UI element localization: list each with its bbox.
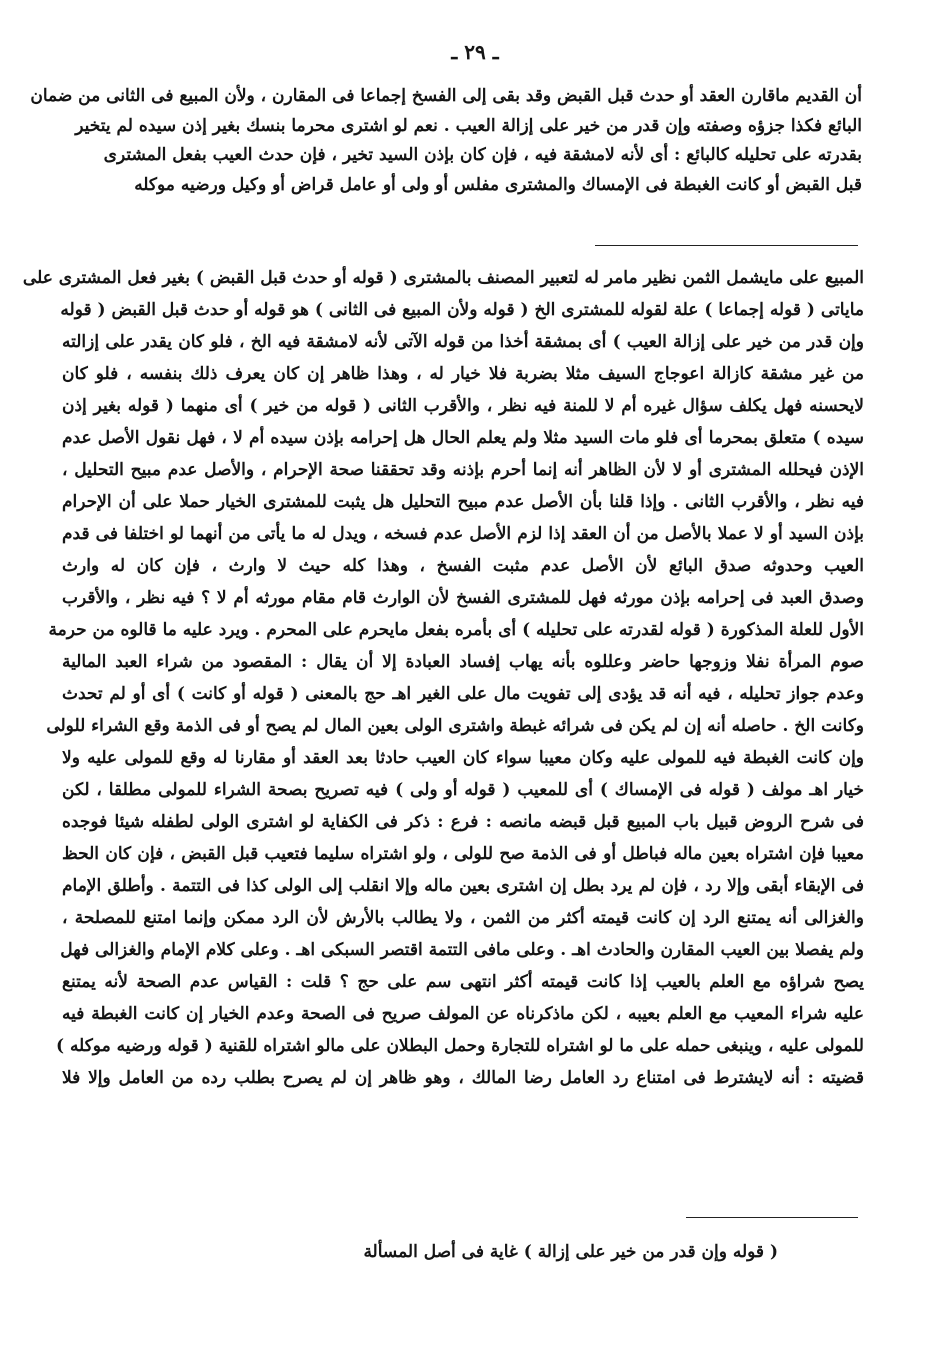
commentary-line: بإذن السيد أو لا عملا بالأصل من أن العقد إذا لزم الأصل عدم فسخه ، ويدل له ما يأتى من أنهما لو اختلفا فى قدم — [62, 524, 864, 544]
commentary-line: وصدق العبد فى إحرامه بإذن مورثه فهل للمشترى الفسخ لأن الوارث قام مقام مورثه أم لا ؟ فيه نظر ، والأقرب — [62, 588, 864, 608]
commentary-line: يصح شراؤه مع العلم بالعيب إذا كانت قيمته أكثر انتهى سم على حج ؟ قلت : القياس عدم الصحة لأنه يمتنع — [62, 972, 864, 992]
commentary-line: وإن كانت الغبطة فيه للمولى عليه وكان معيبا سواء كان العيب حادثا بعد العقد أو مقارنا له وقع للمولى عليه ولا — [62, 748, 864, 768]
main-text-line: بقدرته على تحليله كالبائع : أى لأنه لامشقة فيه ، فإن كان بإذن السيد تخير ، فإن حدث العيب بفعل المشترى — [103, 145, 862, 165]
commentary-line: صوم المرأة نفلا وزوجها حاضر وعللوه بأنه يهاب إفساد العبادة إلا أن يقال : المقصود من شراء العبد المالية — [62, 652, 864, 672]
commentary-line: ماياتى ( قوله إجماعا ) علة لقوله للمشترى الخ ( قوله ولأن المبيع فى الثانى ) هو قوله أو حدث قبل القبض ( قوله — [60, 300, 864, 320]
page-number: ـ ٢٩ ـ — [451, 40, 499, 64]
commentary-line: للمولى عليه ، وينبغى حمله على ما لو اشتراه للتجارة وحمل البطلان على مالو اشتراه للقنية ( قوله ورضيه موكله ) — [55, 1036, 864, 1056]
commentary-line: قضيته : أنه لايشترط فى امتناع رد العامل رضا المالك ، وهو ظاهر إن لم يصرح بطلب رده من العامل وإلا فلا — [62, 1068, 864, 1088]
commentary-line: وإن قدر من خير على إزالة العيب ) أى بمشقة أخذا من قوله الآتى لأنه لامشقة فيه الخ ، فلو كان يقدر على إزالته — [62, 332, 864, 352]
main-text-line: البائع فكذا جزؤه وصفته وإن قدر من خير على إزالة العيب . نعم لو اشترى محرما بنسك بغير إذن سيده لم يتخير — [75, 115, 862, 136]
commentary-line: معيبا فإن اشتراه بعين ماله فباطل أو فى الذمة صح للولى ، ولو اشتراه سليما فتعيب قبل القبض ، فإن كان الحظ — [62, 844, 864, 864]
commentary-line: فيه نظر ، والأقرب الثانى . وإذا قلنا بأن الأصل عدم مبيح التحليل هل يثبت للمشترى الخيار حملا على أن الإحرام — [62, 492, 864, 512]
commentary-line: والغزالى أنه يمتنع الرد إن كانت قيمته أكثر من الثمن ، ولا يطالب بالأرش لأن الرد ممكن وإنما امتنع للمصلحة ، — [62, 908, 864, 928]
commentary-line: لايحسنه فهل يكلف سؤال غيره أم لا للمنة فيه نظر ، والأقرب الثانى ( قوله من خير ) أى منهما ( قوله بغير إذن — [62, 396, 864, 416]
separator-rule — [595, 245, 858, 246]
commentary-line: عليه شراء المعيب مع العلم بعيبه ، لكن ماذكرناه عن المولف صريح فى الصحة وعدم الخيار إن كانت الغبطة فيه — [62, 1004, 864, 1024]
footnote-line: ( قوله وإن قدر من خير على إزالة ) غاية فى أصل المسألة — [363, 1242, 778, 1262]
commentary-line: المبيع على مايشمل الثمن نظير مامر له لتعبير المصنف بالمشترى ( قوله أو حدث قبل القبض ) بغير فعل المشترى على — [22, 268, 864, 288]
commentary-text — [22, 262, 865, 1094]
commentary-line: وعدم جواز تحليله ، فيه أنه قد يؤدى إلى تفويت مال على الغير اهـ حج بالمعنى ( قوله أو كانت ) أى أو لم تحدث — [62, 684, 864, 704]
commentary-line: وكانت الخ . حاصله أنه إن لم يكن فى شرائه غبطة واشترى الولى بعين المال لم يصح أو فى الذمة وقع الشراء للولى — [46, 716, 864, 736]
main-text-line: أن القديم ماقارن العقد أو حدث قبل القبض وقد بقى إلى الفسخ إجماعا فى المقارن ، ولأن المبيع فى الثانى من ضمان — [30, 86, 862, 106]
commentary-line: فى شرح الروض قبيل باب المبيع قبل قبضه مانصه : فرع : ذكر فى الكفاية لو اشترى الولى لطفله شيئا فوجده — [62, 812, 864, 832]
main-text-line: قبل القبض أو كانت الغبطة فى الإمساك والمشترى مفلس أو ولى أو عامل قراض أو وكيل ورضيه موكله — [134, 174, 862, 195]
commentary-line: العيب وحدوثه صدق البائع لأن الأصل عدم مثبت الفسخ ، وهذا كله حيث لا وارث ، فإن كان له وارث — [62, 556, 864, 576]
commentary-line: الإذن فيحلله المشترى أو لا لأن الظاهر أنه إنما أحرم بإذنه وقد تحققنا صحة الإحرام ، والأصل عدم مبيح التحليل ، — [62, 460, 864, 480]
commentary-line: سيده ) متعلق بمحرما أى فلو مات السيد مثلا ولم يعلم الحال هل إحرامه بإذن سيده أم لا ، فهل نقول الأصل عدم — [62, 428, 864, 448]
main-text — [30, 82, 862, 200]
footnote — [130, 1236, 778, 1268]
footnote-rule — [686, 1217, 858, 1218]
commentary-line: خيار اهـ مولف ( قوله فى الإمساك ) أى للمعيب ( قوله أو ولى ) فيه تصريح بصحة الشراء للمولى مطلقا ، لكن — [62, 780, 864, 800]
commentary-line: الأول للعلة المذكورة ( قوله لقدرته على تحليله ) أى بأمره بفعل مايحرم على المحرم . ويرد عليه ما قالوه من حرمة — [48, 620, 864, 640]
commentary-line: من غير مشقة كازالة اعوجاج السيف مثلا بضربة فلا خيار له ، وهذا ظاهر إن كان يعرف ذلك بنفسه ، فلو كان — [62, 364, 864, 384]
commentary-line: فى الإبقاء أبقى وإلا رد ، فإن لم يرد بطل إن اشترى بعين ماله وإلا انقلب إلى الولى كذا فى التتمة . وأطلق الإمام — [62, 876, 865, 896]
commentary-line: ولم يفصلا بين العيب المقارن والحادث اهـ . وعلى مافى التتمة اقتصر السبكى اهـ . وعلى كلام الإمام والغزالى فهل — [60, 940, 864, 960]
